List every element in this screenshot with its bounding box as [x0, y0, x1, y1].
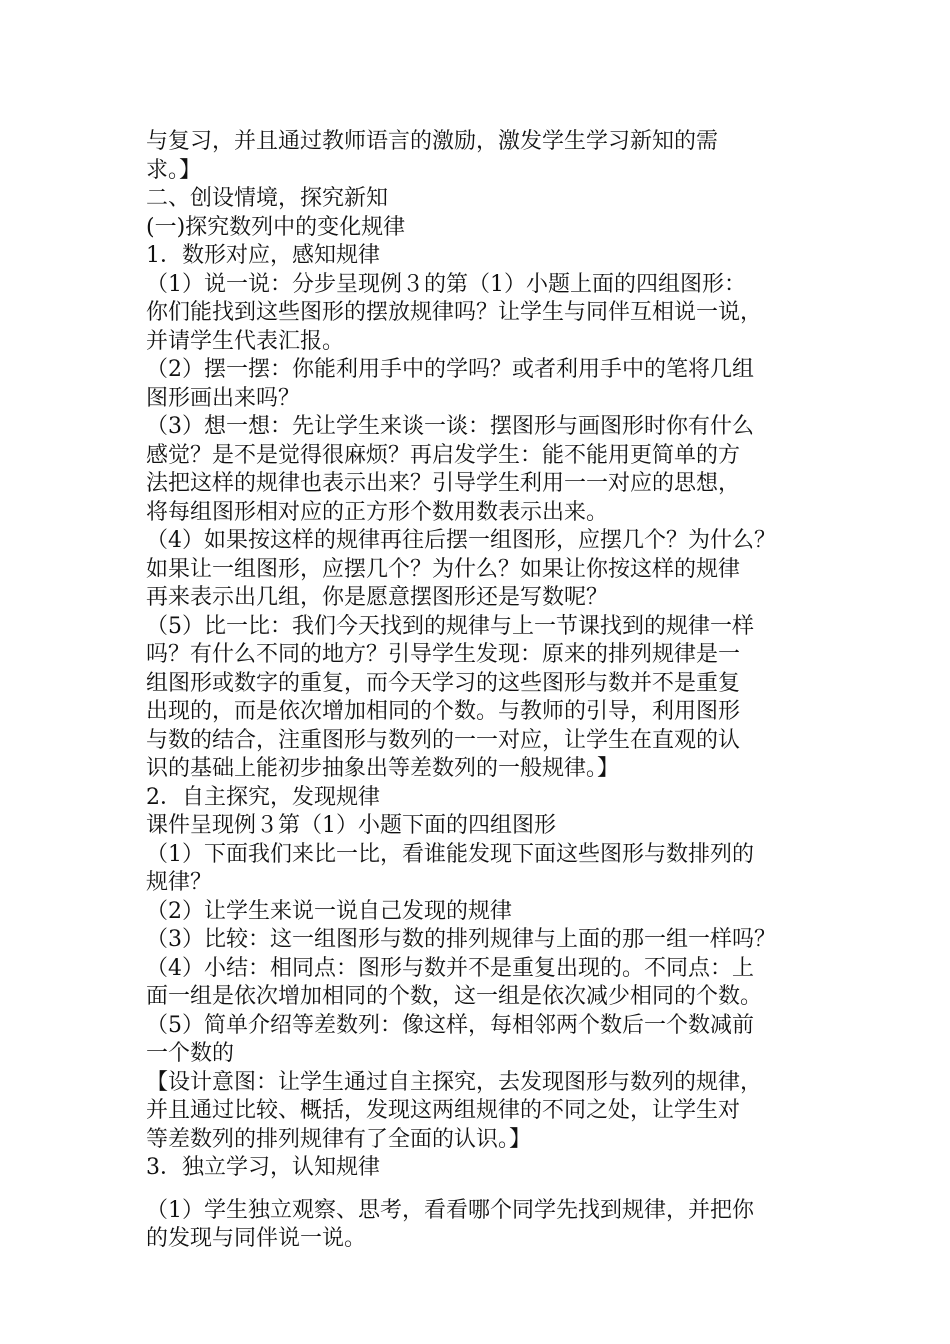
text-line: 吗？有什么不同的地方？引导学生发现：原来的排列规律是一 — [146, 642, 741, 667]
text-line: （1）学生独立观察、思考，看看哪个同学先找到规律，并把你 — [146, 1197, 754, 1223]
text-line: （1）下面我们来比一比，看谁能发现下面这些图形与数排列的 — [146, 841, 754, 867]
text-line: 并请学生代表汇报。 — [146, 328, 345, 354]
text-line: 课件呈现例３第（1）小题下面的四组图形 — [146, 813, 556, 838]
text-line: 将每组图形相对应的正方形个数用数表示出来。 — [146, 499, 609, 525]
text-line: 面一组是依次增加相同的个数，这一组是依次减少相同的个数。 — [146, 984, 763, 1009]
text-line: 求。】 — [146, 157, 202, 183]
text-line: 的发现与同伴说一说。 — [146, 1226, 367, 1251]
text-line: 你们能找到这些图形的摆放规律吗？让学生与同伴互相说一说， — [146, 300, 763, 325]
text-line: （4）如果按这样的规律再往后摆一组图形，应摆几个？为什么？ — [146, 528, 776, 553]
text-line: 组图形或数字的重复，而今天学习的这些图形与数并不是重复 — [146, 670, 741, 696]
text-block-main — [146, 128, 836, 1183]
text-line: 如果让一组图形，应摆几个？为什么？如果让你按这样的规律 — [146, 556, 741, 582]
text-line: （2）让学生来说一说自己发现的规律 — [146, 898, 512, 924]
subsection-heading: (一)探究数列中的变化规律 — [146, 214, 406, 240]
design-intent-line: 【设计意图：让学生通过自主探究，去发现图形与数列的规律， — [146, 1069, 763, 1095]
text-block-bottom — [146, 1197, 836, 1254]
text-line: （5）比一比：我们今天找到的规律与上一节课找到的规律一样 — [146, 613, 754, 639]
text-line: （3）比较：这一组图形与数的排列规律与上面的那一组一样吗？ — [146, 927, 776, 952]
design-intent-line: 并且通过比较、概括，发现这两组规律的不同之处，让学生对 — [146, 1098, 741, 1123]
text-line: 与数的结合，注重图形与数列的一一对应，让学生在直观的认 — [146, 727, 741, 753]
step-heading: 3．独立学习，认知规律 — [146, 1155, 380, 1180]
text-line: 感觉？是不是觉得很麻烦？再启发学生：能不能用更简单的方 — [146, 442, 741, 468]
step-heading: 2．自主探究，发现规律 — [146, 784, 380, 810]
text-line: 再来表示出几组，你是愿意摆图形还是写数呢？ — [146, 585, 609, 610]
text-line: 与复习，并且通过教师语言的激励，激发学生学习新知的需 — [146, 129, 719, 154]
document-page — [146, 128, 836, 1254]
text-line: 识的基础上能初步抽象出等差数列的一般规律。】 — [146, 756, 620, 781]
text-line: （1）说一说：分步呈现例３的第（1）小题上面的四组图形： — [146, 271, 746, 297]
text-line: 一个数的 — [146, 1041, 235, 1066]
text-line: （3）想一想：先让学生来谈一谈：摆图形与画图形时你有什么 — [146, 414, 754, 439]
paragraph-gap — [146, 1183, 836, 1197]
text-line: 规律？ — [146, 870, 213, 895]
text-line: （2）摆一摆：你能利用手中的学吗？或者利用手中的笔将几组 — [146, 357, 754, 382]
design-intent-line: 等差数列的排列规律有了全面的认识。】 — [146, 1126, 532, 1152]
step-heading: 1．数形对应，感知规律 — [146, 243, 380, 268]
text-line: （5）简单介绍等差数列：像这样，每相邻两个数后一个数减前 — [146, 1012, 754, 1038]
section-heading: 二、创设情境，探究新知 — [146, 186, 389, 211]
text-line: （4）小结：相同点：图形与数并不是重复出现的。不同点：上 — [146, 955, 754, 981]
text-line: 出现的，而是依次增加相同的个数。与教师的引导，利用图形 — [146, 699, 741, 724]
text-line: 法把这样的规律也表示出来？引导学生利用一一对应的思想， — [146, 471, 741, 496]
text-line: 图形画出来吗？ — [146, 385, 301, 411]
